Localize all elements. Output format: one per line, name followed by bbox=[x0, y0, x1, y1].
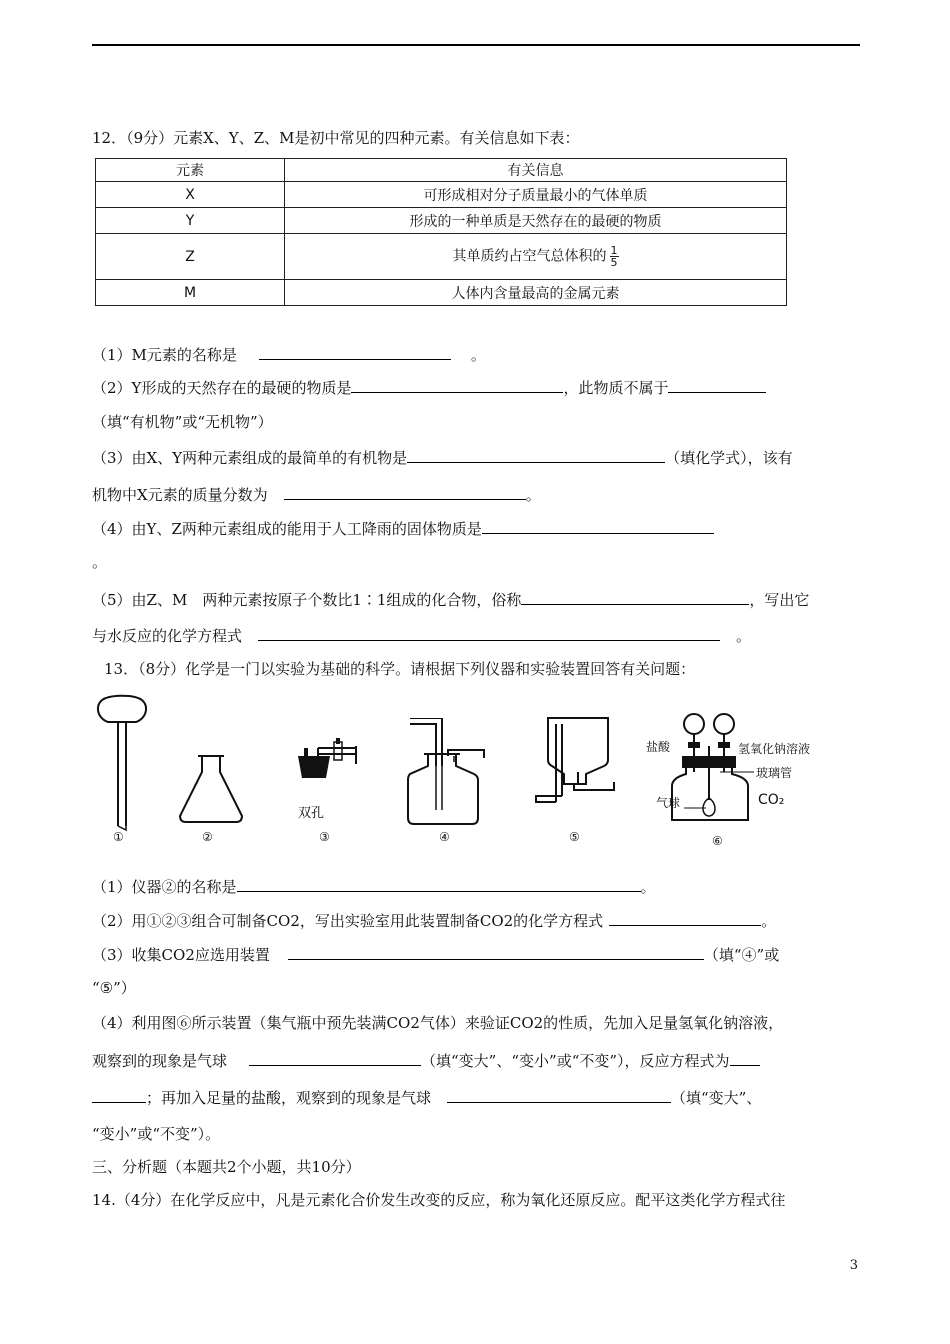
q12-p4-text: （4）由Y、Z两种元素组成的能用于人工降雨的固体物质是 bbox=[92, 520, 482, 538]
q12-part3 bbox=[92, 447, 793, 468]
q12-part5 bbox=[92, 589, 809, 610]
q13-p3-text: （3）收集CO2应选用装置 bbox=[92, 946, 270, 964]
table-row bbox=[96, 280, 787, 306]
apparatus-label-6: ⑥ bbox=[712, 834, 723, 848]
table-cell-element: Z bbox=[96, 234, 285, 280]
q13-p4-text-d: ；再加入足量的盐酸，观察到的现象是气球 bbox=[146, 1089, 432, 1107]
q12-p1-end: 。 bbox=[470, 346, 486, 364]
answer-blank[interactable] bbox=[609, 910, 761, 926]
table-header-info: 有关信息 bbox=[285, 159, 787, 182]
apparatus-label-5: ⑤ bbox=[569, 830, 580, 844]
label-co2: CO₂ bbox=[758, 792, 785, 808]
table-cell-info-text: 其单质约占空气总体积的 bbox=[452, 248, 607, 265]
q13-part4: （4）利用图⑥所示装置（集气瓶中预先装满CO2气体）来验证CO2的性质，先加入足量氢氧化钠溶液， bbox=[92, 1014, 784, 1032]
apparatus-4-gas-bottle bbox=[404, 718, 486, 828]
q12-part1 bbox=[92, 344, 486, 365]
q12-part4 bbox=[92, 518, 714, 539]
q13-part1 bbox=[92, 876, 656, 897]
q12-p5-text-b: ，写出它 bbox=[749, 591, 810, 609]
q13-part3-cont: “⑤”） bbox=[92, 979, 136, 997]
q13-p1-end: 。 bbox=[640, 878, 656, 896]
q13-p4-text-e: （填“变大”、 bbox=[671, 1089, 762, 1107]
table-header-row bbox=[96, 159, 787, 182]
fraction-denominator: 5 bbox=[610, 256, 618, 269]
q12-part2 bbox=[92, 377, 766, 398]
page-number: 3 bbox=[849, 1258, 858, 1273]
q12-intro: 12．（9分）元素X、Y、Z、M是初中常见的四种元素。有关信息如下表： bbox=[92, 129, 580, 147]
answer-blank[interactable] bbox=[730, 1050, 760, 1066]
table-cell-element: M bbox=[96, 280, 285, 306]
table-cell-info bbox=[285, 234, 787, 280]
answer-blank[interactable] bbox=[407, 447, 665, 463]
q13-part4-end: “变小”或“不变”）。 bbox=[92, 1125, 221, 1143]
answer-blank[interactable] bbox=[521, 589, 749, 605]
answer-blank[interactable] bbox=[258, 625, 720, 641]
q13-p4-text-b: 观察到的现象是气球 bbox=[92, 1052, 228, 1070]
apparatus-label-3: ③ bbox=[319, 830, 330, 844]
answer-blank[interactable] bbox=[284, 484, 526, 500]
apparatus-3-stopper bbox=[290, 738, 362, 784]
q12-part2-cont: （填“有机物”或“无机物”） bbox=[92, 413, 273, 431]
q12-p3-text: （3）由X、Y两种元素组成的最简单的有机物是 bbox=[92, 449, 408, 467]
answer-blank[interactable] bbox=[351, 377, 563, 393]
label-glass-tube: 玻璃管 bbox=[756, 766, 793, 780]
answer-blank[interactable] bbox=[668, 377, 766, 393]
answer-blank[interactable] bbox=[237, 876, 641, 892]
q12-part3-cont bbox=[92, 484, 541, 505]
table-cell-info: 人体内含量最高的金属元素 bbox=[285, 280, 787, 306]
q12-part5-cont bbox=[92, 625, 751, 646]
q13-p3-text-b: （填“④”或 bbox=[703, 946, 780, 964]
answer-blank[interactable] bbox=[249, 1050, 421, 1066]
table-row bbox=[96, 182, 787, 208]
q13-p1-text: （1）仪器②的名称是 bbox=[92, 878, 237, 896]
q12-p2-text-b: ，此物质不属于 bbox=[563, 379, 669, 397]
q13-part4-cont bbox=[92, 1050, 760, 1071]
apparatus-label-2: ② bbox=[202, 830, 213, 844]
element-info-table bbox=[95, 158, 787, 306]
q12-p3-text-b: （填化学式），该有 bbox=[665, 449, 793, 467]
header-rule bbox=[92, 44, 860, 46]
label-sodium-hydroxide: 氢氧化钠溶液 bbox=[738, 742, 811, 756]
q12-p3-end: 。 bbox=[525, 486, 541, 504]
q12-part4-end: 。 bbox=[92, 553, 108, 571]
q12-p3-text-c: 机物中X元素的质量分数为 bbox=[92, 486, 268, 504]
apparatus-label-1: ① bbox=[113, 830, 124, 844]
answer-blank[interactable] bbox=[447, 1087, 671, 1103]
q13-part3 bbox=[92, 944, 779, 965]
answer-blank[interactable] bbox=[288, 944, 704, 960]
q12-p5-text-c: 与水反应的化学方程式 bbox=[92, 627, 243, 645]
answer-blank[interactable] bbox=[92, 1087, 146, 1103]
section-3-heading: 三、分析题（本题共2个小题，共10分） bbox=[92, 1158, 361, 1176]
table-cell-info: 可形成相对分子质量最小的气体单质 bbox=[285, 182, 787, 208]
stopper-label: 双孔 bbox=[298, 806, 325, 821]
table-row bbox=[96, 234, 787, 280]
fraction bbox=[610, 245, 619, 268]
answer-blank[interactable] bbox=[259, 344, 451, 360]
table-cell-info: 形成的一种单质是天然存在的最硬的物质 bbox=[285, 208, 787, 234]
apparatus-2-conical-flask bbox=[176, 752, 246, 824]
table-cell-element: X bbox=[96, 182, 285, 208]
table-row bbox=[96, 208, 787, 234]
table-cell-element: Y bbox=[96, 208, 285, 234]
label-balloon: 气球 bbox=[656, 796, 681, 810]
q13-p4-text-c: （填“变大”、“变小”或“不变”），反应方程式为 bbox=[421, 1052, 730, 1070]
answer-blank[interactable] bbox=[482, 518, 714, 534]
apparatus-5-inverted-bottle bbox=[534, 716, 616, 820]
q13-intro: 13．（8分）化学是一门以实验为基础的科学。请根据下列仪器和实验装置回答有关问题： bbox=[104, 660, 696, 678]
fraction-numerator: 1 bbox=[610, 244, 618, 257]
q12-p2-text: （2）Y形成的天然存在的最硬的物质是 bbox=[92, 379, 352, 397]
q13-part2 bbox=[92, 910, 776, 931]
q12-p5-end: 。 bbox=[736, 627, 752, 645]
q12-p1-text: （1）M元素的名称是 bbox=[92, 346, 237, 364]
q13-p2-text: （2）用①②③组合可制备CO2，写出实验室用此装置制备CO2的化学方程式 bbox=[92, 912, 604, 930]
q12-p5-text: （5）由Z、M 两种元素按原子个数比1∶1组成的化合物，俗称 bbox=[92, 591, 522, 609]
table-header-element: 元素 bbox=[96, 159, 285, 182]
apparatus-label-4: ④ bbox=[439, 830, 450, 844]
label-hydrochloric-acid: 盐酸 bbox=[646, 740, 671, 754]
q13-p2-end: 。 bbox=[761, 912, 777, 930]
q14-text: 14.（4分）在化学反应中，凡是元素化合价发生改变的反应，称为氧化还原反应。配平这类化学方程式往 bbox=[92, 1191, 786, 1209]
q13-part4-cont2 bbox=[92, 1087, 761, 1108]
